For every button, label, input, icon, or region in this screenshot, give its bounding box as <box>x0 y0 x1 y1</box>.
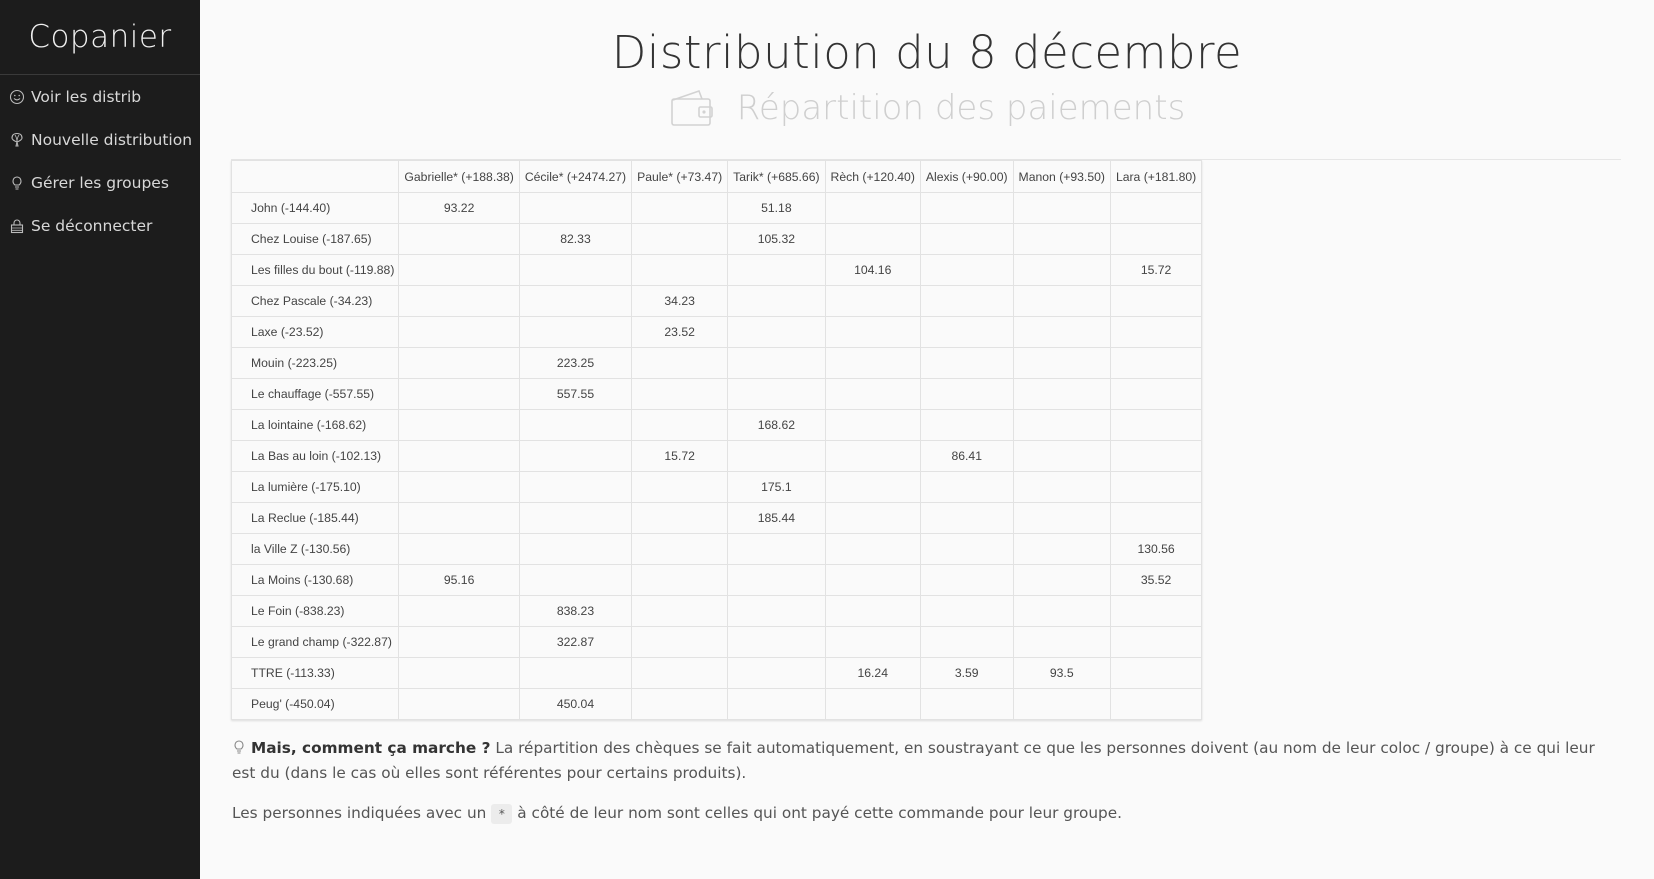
table-cell <box>399 503 519 534</box>
table-cell <box>519 565 631 596</box>
table-row <box>232 255 1202 286</box>
table-cell <box>399 534 519 565</box>
table-cell <box>632 472 728 503</box>
star-note <box>232 801 1622 827</box>
table-cell: 185.44 <box>728 503 825 534</box>
row-label: Laxe (-23.52) <box>232 317 399 348</box>
row-label: La lumière (-175.10) <box>232 472 399 503</box>
table-cell <box>632 193 728 224</box>
table-cell: 838.23 <box>519 596 631 627</box>
table-cell <box>728 348 825 379</box>
table-cell <box>920 627 1013 658</box>
table-cell <box>399 689 519 720</box>
star-note-after: à côté de leur nom sont celles qui ont payé cette commande pour leur groupe. <box>512 804 1123 822</box>
subtitle-text: Répartition des paiements <box>736 88 1186 128</box>
row-label: Peug' (-450.04) <box>232 689 399 720</box>
table-cell <box>920 379 1013 410</box>
table-cell <box>1013 286 1110 317</box>
table-cell <box>519 255 631 286</box>
table-cell <box>920 534 1013 565</box>
table-cell <box>1013 193 1110 224</box>
app-brand[interactable]: Copanier <box>0 0 200 75</box>
row-label: Le grand champ (-322.87) <box>232 627 399 658</box>
table-cell <box>399 441 519 472</box>
table-cell <box>1013 565 1110 596</box>
table-cell <box>399 348 519 379</box>
table-cell <box>728 689 825 720</box>
table-cell <box>1110 596 1201 627</box>
table-cell: 322.87 <box>519 627 631 658</box>
table-row <box>232 286 1202 317</box>
column-header: Gabrielle* (+188.38) <box>399 161 519 193</box>
table-cell <box>632 224 728 255</box>
table-cell <box>825 224 920 255</box>
table-cell <box>1110 658 1201 689</box>
table-row <box>232 379 1202 410</box>
help-paragraph <box>232 736 1622 786</box>
column-header: Rèch (+120.40) <box>825 161 920 193</box>
table-cell <box>1110 441 1201 472</box>
row-label: La lointaine (-168.62) <box>232 410 399 441</box>
table-cell <box>1013 596 1110 627</box>
row-label: Le Foin (-838.23) <box>232 596 399 627</box>
table-cell <box>920 410 1013 441</box>
table-cell <box>399 224 519 255</box>
row-label: TTRE (-113.33) <box>232 658 399 689</box>
table-cell <box>920 286 1013 317</box>
table-row <box>232 472 1202 503</box>
sidebar-item-voir-distrib[interactable] <box>0 75 200 118</box>
table-cell <box>519 534 631 565</box>
table-row <box>232 658 1202 689</box>
table-cell <box>399 410 519 441</box>
table-cell <box>728 565 825 596</box>
table-cell: 557.55 <box>519 379 631 410</box>
row-label: La Reclue (-185.44) <box>232 503 399 534</box>
table-cell: 93.5 <box>1013 658 1110 689</box>
table-cell <box>1110 503 1201 534</box>
smiley-icon <box>9 89 25 105</box>
table-cell <box>1013 627 1110 658</box>
table-cell <box>728 534 825 565</box>
table-cell <box>920 596 1013 627</box>
table-cell <box>920 255 1013 286</box>
table-cell: 23.52 <box>632 317 728 348</box>
table-cell <box>920 224 1013 255</box>
table-cell <box>1013 503 1110 534</box>
sidebar-item-label: Gérer les groupes <box>31 173 169 192</box>
table-cell <box>728 627 825 658</box>
sidebar-nav <box>0 75 200 247</box>
table-cell <box>519 193 631 224</box>
table-cell: 86.41 <box>920 441 1013 472</box>
table-cell <box>825 286 920 317</box>
table-cell: 35.52 <box>1110 565 1201 596</box>
table-cell <box>728 441 825 472</box>
table-cell: 223.25 <box>519 348 631 379</box>
table-row <box>232 534 1202 565</box>
table-cell <box>632 534 728 565</box>
table-cell: 3.59 <box>920 658 1013 689</box>
table-row <box>232 441 1202 472</box>
table-row <box>232 627 1202 658</box>
row-label: John (-144.40) <box>232 193 399 224</box>
table-cell <box>1110 472 1201 503</box>
table-cell <box>825 317 920 348</box>
table-cell: 15.72 <box>1110 255 1201 286</box>
table-cell: 93.22 <box>399 193 519 224</box>
table-cell <box>1110 627 1201 658</box>
table-cell: 130.56 <box>1110 534 1201 565</box>
sidebar-item-se-deconnecter[interactable] <box>0 204 200 247</box>
row-label: Les filles du bout (-119.88) <box>232 255 399 286</box>
table-cell: 82.33 <box>519 224 631 255</box>
column-header: Paule* (+73.47) <box>632 161 728 193</box>
table-row <box>232 317 1202 348</box>
table-cell <box>399 627 519 658</box>
sidebar-item-label: Voir les distrib <box>31 87 142 106</box>
table-cell: 104.16 <box>825 255 920 286</box>
column-header: Alexis (+90.00) <box>920 161 1013 193</box>
sidebar <box>0 0 200 879</box>
table-cell <box>920 193 1013 224</box>
row-label: Chez Pascale (-34.23) <box>232 286 399 317</box>
table-cell <box>399 472 519 503</box>
column-header: Cécile* (+2474.27) <box>519 161 631 193</box>
table-cell: 450.04 <box>519 689 631 720</box>
row-label: Le chauffage (-557.55) <box>232 379 399 410</box>
sidebar-item-label: Nouvelle distribution <box>31 130 193 149</box>
row-label: La Bas au loin (-102.13) <box>232 441 399 472</box>
table-row <box>232 565 1202 596</box>
table-cell <box>632 503 728 534</box>
table-cell <box>519 472 631 503</box>
table-cell <box>632 379 728 410</box>
table-cell <box>825 503 920 534</box>
table-cell <box>1013 441 1110 472</box>
star-code: * <box>491 804 512 824</box>
table-row <box>232 224 1202 255</box>
lock-icon <box>9 218 25 234</box>
table-cell <box>1013 534 1110 565</box>
table-cell <box>920 348 1013 379</box>
sidebar-item-label: Se déconnecter <box>31 216 153 235</box>
star-note-before: Les personnes indiquées avec un <box>232 804 492 822</box>
table-cell <box>519 410 631 441</box>
table-cell: 105.32 <box>728 224 825 255</box>
table-cell <box>399 379 519 410</box>
table-cell <box>1110 379 1201 410</box>
table-cell <box>399 317 519 348</box>
table-cell <box>632 410 728 441</box>
table-cell <box>825 348 920 379</box>
table-row <box>232 689 1202 720</box>
table-cell <box>632 658 728 689</box>
table-cell <box>399 658 519 689</box>
table-cell <box>1110 410 1201 441</box>
table-cell <box>825 596 920 627</box>
table-cell <box>728 379 825 410</box>
table-cell <box>519 658 631 689</box>
table-cell <box>1110 348 1201 379</box>
table-cell <box>399 596 519 627</box>
table-cell <box>825 627 920 658</box>
table-cell <box>1013 255 1110 286</box>
row-label: La Moins (-130.68) <box>232 565 399 596</box>
table-cell <box>825 565 920 596</box>
help-section <box>232 736 1622 842</box>
table-cell: 168.62 <box>728 410 825 441</box>
table-cell <box>519 503 631 534</box>
row-label: la Ville Z (-130.56) <box>232 534 399 565</box>
table-cell <box>825 379 920 410</box>
table-cell <box>728 286 825 317</box>
table-cell <box>920 503 1013 534</box>
table-cell <box>399 255 519 286</box>
table-cell <box>825 472 920 503</box>
table-cell <box>825 193 920 224</box>
table-cell <box>1013 689 1110 720</box>
table-cell <box>825 689 920 720</box>
table-cell: 51.18 <box>728 193 825 224</box>
table-cell <box>1110 317 1201 348</box>
wallet-icon <box>669 88 715 128</box>
table-cell <box>920 472 1013 503</box>
table-cell: 34.23 <box>632 286 728 317</box>
table-cell <box>1110 193 1201 224</box>
lightbulb-icon <box>9 175 25 191</box>
table-row <box>232 596 1202 627</box>
table-cell <box>1013 379 1110 410</box>
table-cell <box>1013 224 1110 255</box>
table-cell <box>825 441 920 472</box>
table-cell <box>1013 472 1110 503</box>
table-cell: 175.1 <box>728 472 825 503</box>
table-cell <box>920 689 1013 720</box>
row-label: Chez Louise (-187.65) <box>232 224 399 255</box>
table-cell: 16.24 <box>825 658 920 689</box>
column-header: Tarik* (+685.66) <box>728 161 825 193</box>
column-header: Manon (+93.50) <box>1013 161 1110 193</box>
table-cell <box>519 286 631 317</box>
table-cell <box>1013 410 1110 441</box>
table-row <box>232 193 1202 224</box>
row-label: Mouin (-223.25) <box>232 348 399 379</box>
table-cell <box>519 441 631 472</box>
table-cell: 15.72 <box>632 441 728 472</box>
table-cell <box>728 596 825 627</box>
sidebar-item-nouvelle-distribution[interactable] <box>0 118 200 161</box>
table-cell <box>728 317 825 348</box>
table-corner-cell <box>232 161 399 193</box>
help-question: Mais, comment ça marche ? <box>251 739 491 757</box>
column-header: Lara (+181.80) <box>1110 161 1201 193</box>
page-subtitle <box>200 88 1654 128</box>
table-cell <box>1110 689 1201 720</box>
table-cell <box>632 596 728 627</box>
table-cell: 95.16 <box>399 565 519 596</box>
page-title: Distribution du 8 décembre <box>611 26 1243 79</box>
table-cell <box>632 689 728 720</box>
table-cell <box>632 627 728 658</box>
table-cell <box>728 658 825 689</box>
table-cell <box>519 317 631 348</box>
table-row <box>232 410 1202 441</box>
table-cell <box>920 317 1013 348</box>
balloon-icon <box>9 132 25 148</box>
payments-table <box>231 160 1202 720</box>
table-cell <box>632 565 728 596</box>
table-cell <box>1013 348 1110 379</box>
sidebar-item-gerer-groupes[interactable] <box>0 161 200 204</box>
table-header-row <box>232 161 1202 193</box>
table-cell <box>632 348 728 379</box>
table-cell <box>825 410 920 441</box>
help-answer: La répartition des chèques se fait automatiquement, en soustrayant ce que les personnes doivent (au nom de leur coloc / groupe) à ce qui leur est du (dans le cas où elles sont référentes pour certains produits). <box>232 739 1595 782</box>
table-cell <box>1110 224 1201 255</box>
table-cell <box>920 565 1013 596</box>
lightbulb-icon <box>232 739 246 755</box>
table-cell <box>1013 317 1110 348</box>
table-cell <box>632 255 728 286</box>
table-row <box>232 348 1202 379</box>
table-cell <box>1110 286 1201 317</box>
table-cell <box>728 255 825 286</box>
table-cell <box>399 286 519 317</box>
table-cell <box>825 534 920 565</box>
table-row <box>232 503 1202 534</box>
